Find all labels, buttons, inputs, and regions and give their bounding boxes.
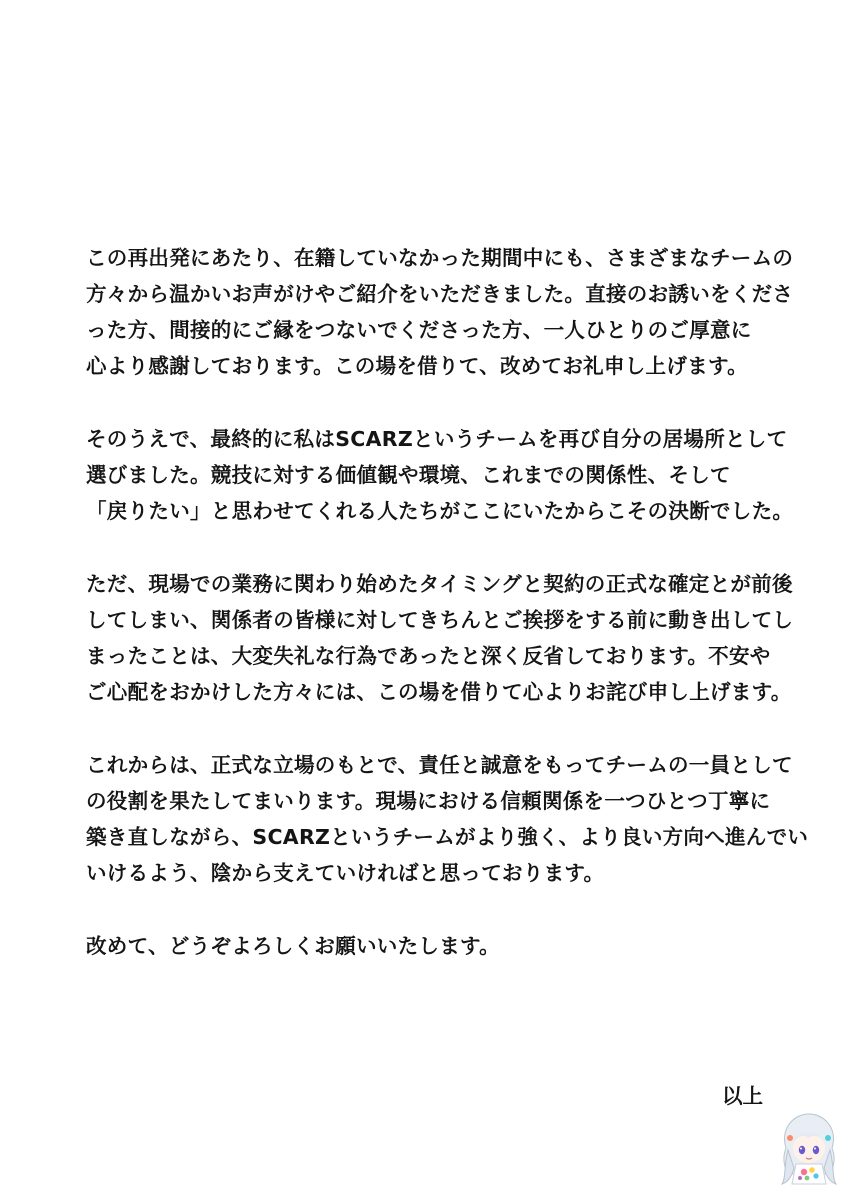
text-line: 「戻りたい」と思わせてくれる人たちがここにいたからこその決断でした。 — [86, 499, 794, 523]
text-line: そのうえで、最終的に私はSCARZというチームを再び自分の居場所として — [86, 427, 788, 451]
text-line: ご心配をおかけした方々には、この場を借りて心よりお詫び申し上げます。 — [86, 680, 792, 704]
text-line: してしまい、関係者の皆様に対してきちんとご挨拶をする前に動き出してし — [86, 608, 794, 632]
paragraph-gratitude — [86, 240, 794, 384]
text-line: の役割を果たしてまいります。現場における信頼関係を一つひとつ丁寧に — [86, 789, 771, 813]
text-line: ただ、現場での業務に関わり始めたタイミングと契約の正式な確定とが前後 — [86, 572, 793, 596]
text-line: いけるよう、陰から支えていければと思っております。 — [86, 861, 605, 885]
paragraph-decision — [86, 421, 794, 529]
text-line: まったことは、大変失礼な行為であったと深く反省しております。不安や — [86, 644, 771, 668]
text-line: 築き直しながら、SCARZというチームがより強く、より良い方向へ進んでい — [86, 825, 809, 849]
text-line: 改めて、どうぞよろしくお願いいたします。 — [86, 934, 500, 958]
text-line: 方々から温かいお声がけやご紹介をいただきました。直接のお誘いをくださ — [86, 282, 794, 306]
paragraph-regards — [86, 928, 786, 964]
mascot-avatar-icon — [774, 1108, 844, 1190]
text-line: 心より感謝しております。この場を借りて、改めてお礼申し上げます。 — [86, 354, 748, 378]
text-line: った方、間接的にご縁をつないでくださった方、一人ひとりのご厚意に — [86, 318, 752, 342]
text-line: この再出発にあたり、在籍していなかった期間中にも、さまざまなチームの — [86, 246, 794, 270]
text-line: 選びました。競技に対する価値観や環境、これまでの関係性、そして — [86, 463, 731, 487]
paragraph-commitment — [86, 747, 809, 891]
text-line: これからは、正式な立場のもとで、責任と誠意をもってチームの一員として — [86, 753, 793, 777]
paragraph-apology — [86, 566, 794, 710]
statement-body — [86, 240, 809, 1001]
closing-remark: 以上 — [722, 1084, 763, 1108]
